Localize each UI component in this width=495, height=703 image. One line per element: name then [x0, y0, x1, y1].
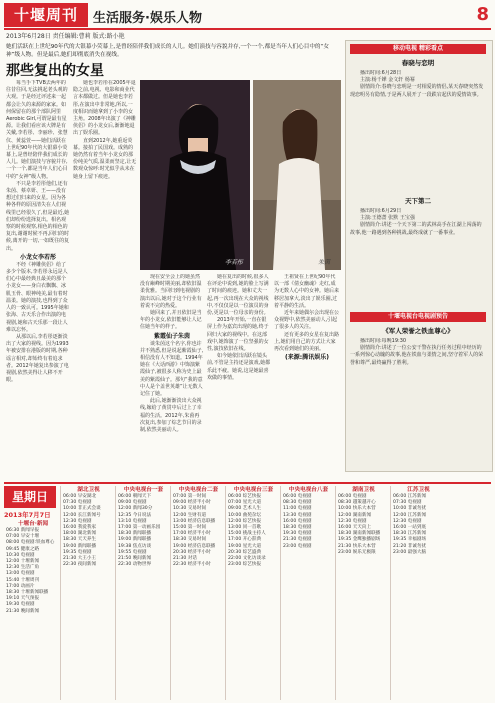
schedule-line: 09:45 健康之路 [6, 546, 40, 552]
schedule-line: 18:30 十堰新闻联播 [6, 590, 49, 596]
schedule-line: 19:30 电视剧 [6, 602, 35, 608]
section-subhead: 紫霞仙子朱茵 [153, 332, 190, 340]
channel-name: 中央电视台一套 [123, 487, 164, 493]
schedule-line: 12:30 生活广角 [6, 565, 40, 571]
schedule-line: 20:30 经济半小时 [173, 549, 211, 555]
schedule-line: 13:30 电视剧 [283, 512, 312, 518]
schedule-line: 21:30 对话 [173, 556, 197, 562]
schedule-column [225, 486, 279, 700]
schedule-line: 19:00 经济信息联播 [173, 543, 216, 549]
schedule-line: 18:30 电视剧 [283, 525, 312, 531]
schedule-line: 06:00 电视剧 [338, 494, 367, 499]
article-paragraph: 她回来了,并且依旧是当年的小龙女,依旧能够让人记住她当年的样子。 [140, 310, 202, 331]
channel-name: 中央电视台八套 [288, 487, 329, 493]
schedule-line: 06:00 朝闻天下 [118, 494, 152, 499]
schedule-line: 12:00 综艺快报 [228, 518, 262, 524]
schedule-line: 16:00 一站到底 [393, 525, 427, 531]
schedule-line: 19:55 电视剧 [118, 549, 147, 555]
schedule-line: 10:00 非正式会谈 [63, 506, 101, 512]
schedule-line: 08:00 电视剧:铁血尊心 [6, 540, 55, 546]
schedule-line: 12:00 新闻30分 [118, 506, 153, 512]
schedule-line: 22:30 动物世界 [118, 562, 152, 568]
schedule-line: 11:00 电视剧 [283, 506, 312, 512]
article-paragraph: 每当手下TVB去两年的往昔往回,无法挑起老头观的大观。于是经过评述来一起都会让久的来源的家家。如何保留在的那个部队阿里Aerobic Girl,可谓是最有星源。让我们看应该大牌是有关戴,李若彤、李丽珍、张慧仪、黄蕊萱——她们活跃在上世纪90年代的大银幕小荧幕上,是曾经陪伴我们成长的人儿。她们演技与容貌并存,一个一个,都是当年人们心目中的“女神”级人物。 [6, 80, 68, 180]
schedule-line: 12:00 十堰新闻 [6, 559, 40, 565]
schedule-line: 23:00 娱乐无极限 [338, 549, 376, 555]
article-paragraph: 直到2012年,她重返荧幕。接拍了民国戏。成熟的她仍然有着当年小龙女的那份纯美气质,温柔而坚定,让无数观众惊呼:时光似乎从未在她身上留下痕迹。 [73, 137, 137, 180]
sidebar-header-mobile-tv: 移动电视 精彩看点 [350, 44, 486, 54]
schedule-line: 12:00 生财有道 [173, 512, 207, 518]
article-source: (来源:腾讯娱乐) [285, 354, 329, 362]
sidebar-header-local-tv: 十堰电视台电视剧预告 [350, 312, 486, 322]
schedule-line: 16:00 天天向上 [338, 525, 372, 531]
schedule-line: 15:00 第一时间 [173, 525, 207, 531]
article-column-2 [73, 80, 137, 476]
schedule-column [4, 520, 60, 700]
schedule-line: 12:30 电视剧 [63, 518, 92, 524]
schedule-column [335, 486, 389, 700]
program-airtime: 播出时间:6月29日 [360, 208, 402, 214]
schedule-line: 07:00 早安十堰 [6, 534, 40, 540]
article-paragraph: 2013年开始,一直在银屏上作为嘉宾出现的她,终于回归大家的视线中。在这部戏中,她饰演了一位坚强的女性,演技依旧在线。 [207, 317, 269, 353]
article-column-3 [140, 274, 204, 476]
article-paragraph: 现在安全会上的她虽然没有巅峰时期美丽,却依旧温柔优雅。当回归到电视剧的演出以后,她对于这个行业有着说不完的热爱。 [140, 274, 202, 309]
program-cast: 主演:杨千嬅 金文轩 杨幂 [360, 77, 415, 84]
schedule-line: 21:30 电视剧 [283, 537, 312, 543]
program-description [350, 208, 486, 308]
program-title: 春晓与恋明 [401, 59, 435, 67]
tv-section-rule [4, 482, 491, 484]
photo-li-ruotong [140, 80, 250, 270]
article-paragraph: 她在复出的时候,很多人在评论中说到,她的脸上写满了时间的痕迹。她和丈夫一起,再一次出现在大众的视线中,不仅仅是以一位演员的身份,更是以一位母亲的身份。 [207, 274, 269, 317]
article-column-5 [274, 274, 340, 476]
schedule-column [170, 486, 224, 700]
schedule-line: 23:00 综艺快报 [228, 562, 262, 568]
schedule-line: 17:00 第一动画乐园 [118, 525, 161, 531]
schedule-column [60, 486, 114, 700]
schedule-line: 12:00 江苏新闻 [393, 512, 427, 518]
schedule-line: 20:30 综艺盛典 [228, 549, 262, 555]
photo-zhu-yin [253, 80, 341, 270]
program-cast: 主演:王德蔷 张默 王宝强 [360, 215, 415, 222]
article-paragraph: 不经《神雕侠侣》给了多少个版本,李若彤永远是人们心中最经典且最美的那个小龙女——身白衣飘飘、冰肌玉骨、眼神纯美,最有着时温柔。她的演技,也得到了众人的一致认可。1995年她和张海、古天乐合作出演的电视剧,她和古天乐那一段让人难以忘怀。 [6, 261, 69, 333]
schedule-line: 13:00 电视剧 [6, 571, 35, 577]
schedule-line: 17:00 开心辞典 [228, 537, 262, 543]
schedule-line: 21:30 大王小王 [63, 556, 97, 562]
program-description [350, 70, 486, 190]
schedule-line: 19:35 电视剧 [63, 549, 92, 555]
schedule-line: 12:00 长江新闻号 [63, 512, 101, 518]
schedule-column [390, 486, 444, 700]
schedule-line: 13:10 电视剧 [118, 518, 147, 524]
photo-caption: 朱茵 [318, 259, 331, 266]
program-synopsis: 剧情简介:春晓与恋明是一对相爱的情侣,某天春晓突然发现恋明另有隐情,于是两人展开了一段跌宕起伏的爱情故事。 [350, 84, 484, 98]
article-paragraph: 不只是李若彤他们,还有朱茵、蔡卓妍、王——没有想过们归来的女星。因为各种各样的原因清失在人们视线里已经很久了,但是最近,她们却纷纷选择复出。相名观察的时候观察,相色的相色的复出,谢谢时候不再,回归的时候,离开的一切,一如既往的复出。 [6, 180, 70, 252]
schedule-line: 17:00 经济半小时 [173, 531, 211, 537]
article-paragraph: 谈朱茵这个名字,你也许并不熟悉,但是说起紫霞仙子,相信没有人不知道。1994年她在《大话西游》中饰演紫霞仙子,被很多人称为史上最美的紫霞仙子。那句“我的意中人是个盖世英雄”让无数人记住了她。 [140, 340, 204, 398]
schedule-line: 19:00 星光大道 [228, 543, 262, 549]
schedule-line: 08:30 越策越开心 [338, 500, 376, 506]
channel-name: 江苏卫视 [407, 487, 430, 493]
schedule-line: 10:00 曲苑杂坛 [228, 512, 262, 518]
article-paragraph: 此后,她渐渐淡出大众视线,嫁给了黄贯中后过上了幸福的生活。2012年,朱茵再次复出,参加了综艺节目的录制,依然美丽动人。 [140, 398, 202, 434]
weekday-label: 星期日 [4, 486, 56, 508]
schedule-line: 21:30 快乐大本营 [338, 543, 376, 549]
schedule-line: 19:30 电视剧 [283, 531, 312, 537]
schedule-line: 17:00 动画片 [6, 583, 35, 589]
article-headline: 那些复出的女星 [6, 63, 104, 79]
schedule-line: 13:00 经济信息联播 [173, 518, 216, 524]
dateline: 2013年6月28日 责任编辑:曹莉 版式:路小艳 [6, 33, 125, 40]
schedule-line: 10:00 快乐大本营 [338, 506, 376, 512]
program-title: 天下第二 [405, 197, 431, 205]
program-title: 《军人荣誉之铁血尊心》 [382, 327, 454, 335]
article-paragraph: 从那以后,李若彤逐渐淡出了大家的视线。因为1993年被安排在港版的时期,各种谣言相对,却始终有着追求者。2012年她复出参演了电视剧,依然美得让人移不开眼。 [6, 333, 69, 384]
schedule-line: 06:30 新闻早报 [6, 528, 40, 533]
schedule-line: 21:30 晚间新闻 [6, 608, 40, 614]
schedule-date: 2013年7月7日 [4, 511, 51, 519]
article-paragraph: 她也李若彤在2005年退隐之前,电视、电影和商业代言本都做过。但是她也李若彤,在演出中非常地,所以,一度相识而她拿到了小李的女主角。2008年出演了《神雕侠侣》的小龙女后,渐渐地退出了娱乐圈。 [73, 80, 136, 137]
schedule-line: 23:00 最强大脑 [393, 549, 427, 555]
channel-name: 中央电视台二套 [178, 487, 219, 493]
schedule-line: 19:10 天气预报 [6, 596, 40, 602]
schedule-line: 13:00 同一首歌 [228, 525, 262, 531]
schedule-line: 18:30 湖南新闻联播 [338, 531, 381, 537]
schedule-line: 06:00 电视剧 [283, 494, 312, 499]
schedule-line: 10:30 电视剧 [6, 552, 35, 558]
schedule-line: 22:30 夜间新闻 [63, 562, 97, 568]
schedule-line: 19:35 幸福剧场 [393, 537, 427, 543]
schedule-line: 21:50 晚间新闻 [118, 556, 152, 562]
schedule-column [115, 486, 169, 700]
schedule-line: 16:00 我爱我家 [63, 525, 97, 531]
masthead-section: 生活服务·娱乐人物 [93, 11, 202, 26]
channel-name: 湖北卫视 [77, 487, 100, 493]
schedule-line: 15:40 十堰周刊 [6, 577, 40, 583]
program-description [350, 338, 486, 466]
masthead-rule [4, 28, 491, 30]
schedule-line: 09:00 经济半小时 [173, 500, 211, 506]
article-paragraph: 还有更多的女星在复出路上,她们用自己的方式让大家再次看到她们的美丽。 [274, 331, 340, 353]
channel-name: 中央电视台三套 [233, 487, 274, 493]
schedule-line: 06:00 综艺快报 [228, 494, 262, 499]
article-column-1 [6, 80, 70, 476]
schedule-line: 07:30 电视剧 [63, 500, 92, 506]
schedule-line: 19:35 金鹰独播剧场 [338, 537, 381, 543]
schedule-line: 19:00 新闻联播 [63, 543, 97, 549]
schedule-line: 18:30 江苏新闻 [393, 531, 427, 537]
schedule-line: 09:00 艺术人生 [228, 506, 262, 512]
schedule-line: 12:35 今日说法 [118, 512, 152, 518]
article-paragraph: 王祖贤在上世纪90年代以一部《倩女幽魂》走红,成为无数人心中的女神。她后来移居加拿大,淡出了娱乐圈,过着平静的生活。 [274, 274, 340, 309]
program-synopsis: 剧情简介:讲述了一位公安干警在执行任务过程中经历的一系列惊心动魄的故事,他在铁血与柔情之间,坚守着军人的荣誉和尊严,最终赢得了胜利。 [350, 345, 484, 366]
article-column-4 [207, 274, 271, 476]
schedule-line: 12:30 电视剧 [393, 518, 422, 524]
schedule-line: 22:00 文化访谈录 [228, 556, 266, 562]
schedule-line: 07:30 电视剧 [393, 500, 422, 506]
schedule-line: 23:00 电视剧 [283, 543, 312, 549]
schedule-line: 10:30 交易时间 [173, 506, 207, 512]
schedule-line: 18:30 交易时间 [173, 537, 207, 543]
article-paragraph: 近年来她偶尔会出现在公众视野中,依然美丽动人,引起了很多人的关注。 [274, 310, 340, 331]
article-intro: 她们活跃在上世纪90年代的大银幕小荧幕上,是曾经陪伴我们成长的人儿。她们演技与容貌并存,一个一个,都是当年人们心目中的“女神”级人物。但是最后,她们却彻底消失在视线。 [6, 44, 330, 58]
schedule-line: 12:00 湖南新闻 [338, 512, 372, 518]
schedule-line: 07:00 星光大道 [228, 500, 262, 506]
schedule-line: 18:30 天天养生 [63, 537, 97, 543]
schedule-line: 06:00 早安湖北 [63, 494, 97, 499]
schedule-line: 19:38 焦点访谈 [118, 543, 152, 549]
channel-name: 十堰台·新闻 [17, 521, 49, 527]
program-synopsis: 剧情简介:讲述一个天下第二的武林高手在江湖上闯荡的故事,他一路遇到各种挑战,最终成就了一番事业。 [350, 222, 482, 236]
article-paragraph: 如今她依旧活跃在镜头前,不管是主持还是演戏,她都乐此不疲。她说,这是她最喜欢做的事情。 [207, 353, 271, 381]
schedule-line: 12:30 电视剧 [338, 518, 367, 524]
schedule-line: 22:30 经济半小时 [173, 562, 211, 568]
schedule-line: 09:00 电视剧 [118, 500, 147, 506]
schedule-line: 07:00 第一时间 [173, 494, 207, 499]
schedule-line: 08:30 电视剧 [283, 500, 312, 506]
schedule-line: 10:00 非诚勿扰 [393, 506, 427, 512]
page-number: 8 [476, 4, 489, 25]
schedule-line: 15:00 挑战主持人 [228, 531, 266, 537]
schedule-column [280, 486, 334, 700]
channel-name: 湖南卫视 [352, 487, 375, 493]
schedule-line: 18:30 新闻联播 [118, 531, 152, 537]
schedule-line: 21:20 非诚勿扰 [393, 543, 427, 549]
section-subhead: 小龙女李若彤 [19, 253, 56, 261]
schedule-line: 16:00 电视剧 [283, 518, 312, 524]
schedule-line: 19:00 新闻联播 [118, 537, 152, 543]
photo-caption: 李若彤 [225, 259, 244, 266]
schedule-line: 18:00 湖北新闻 [63, 531, 97, 537]
masthead-title: 十堰周刊 [4, 3, 88, 27]
schedule-line: 06:00 江苏新闻 [393, 494, 427, 499]
program-airtime: 播出时间:6月28日 [360, 70, 402, 76]
program-airtime: 播出时间:每晚19:30 [360, 338, 407, 344]
